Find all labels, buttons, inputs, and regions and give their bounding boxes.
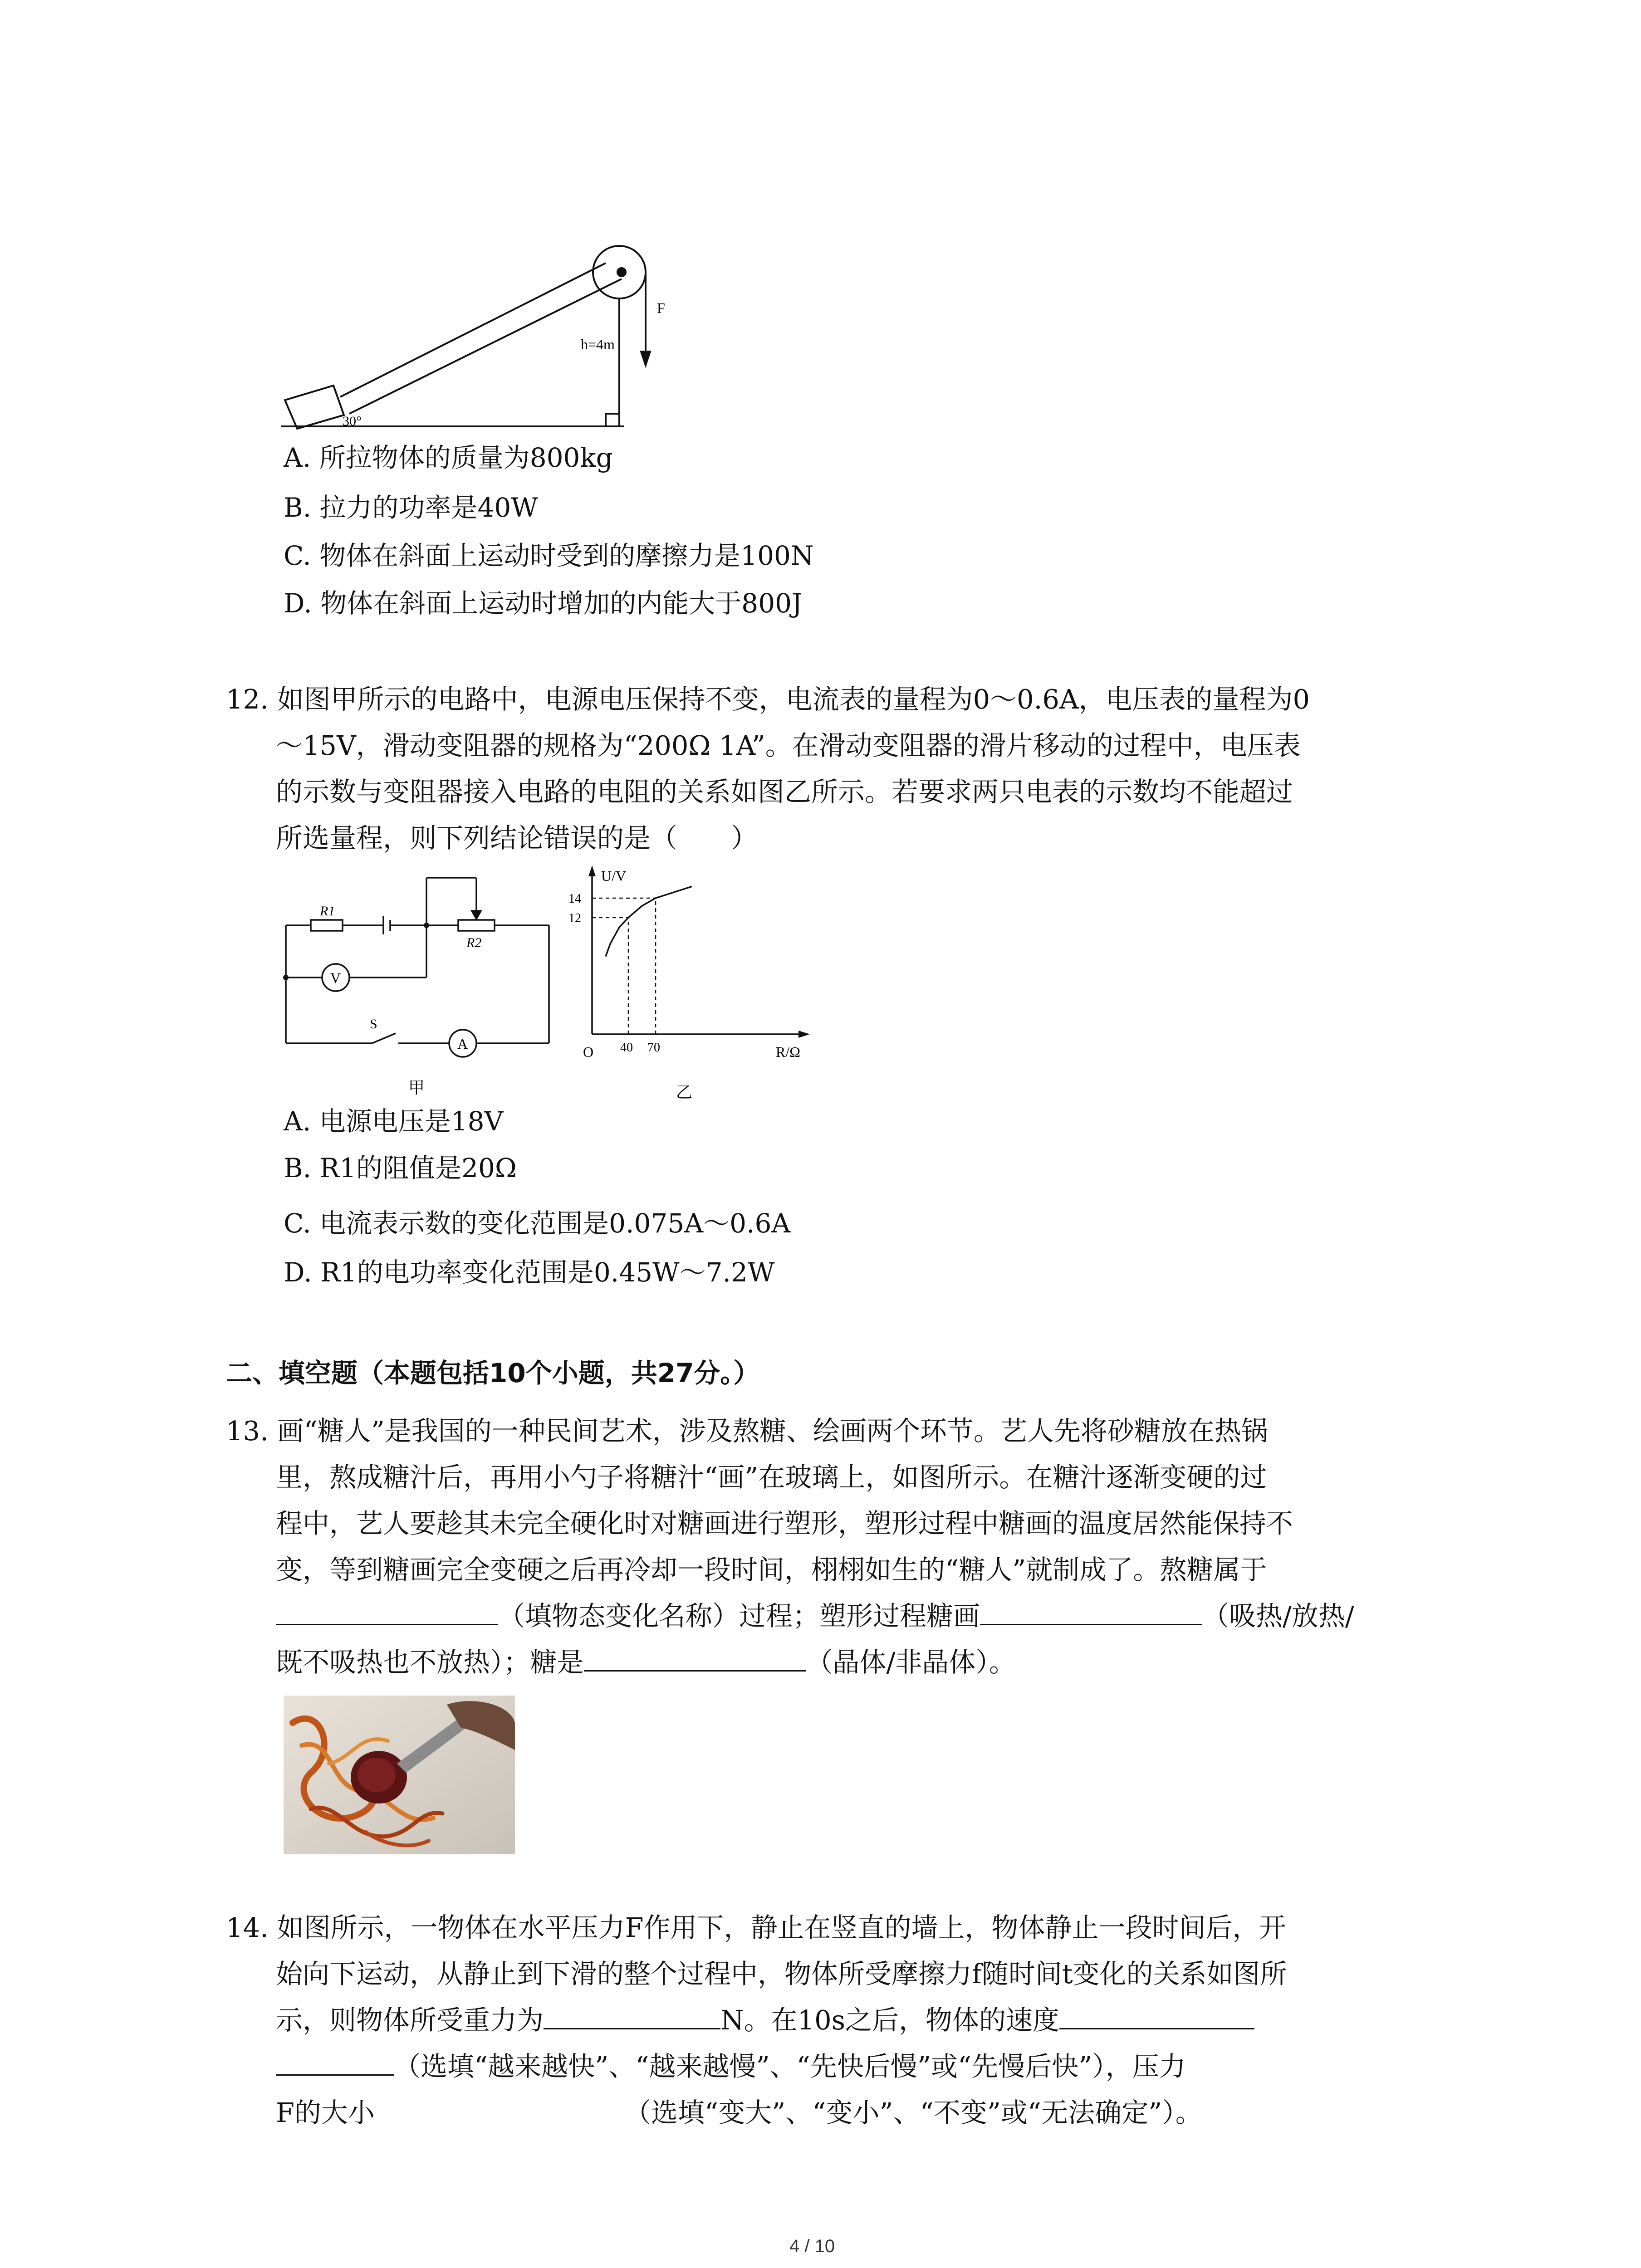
- blank-14-1[interactable]: [544, 2028, 720, 2029]
- u-r-graph: [563, 857, 835, 1102]
- q12-line-3: 的示数与变阻器接入电路的电阻的关系如图乙所示。若要求两只电表的示数均不能超过: [276, 776, 1293, 807]
- blank-14-2b[interactable]: [276, 2074, 394, 2076]
- q13-line-3: 程中，艺人要趁其未完全硬化时对糖画进行塑形，塑形过程中糖画的温度居然能保持不: [276, 1508, 1293, 1539]
- x-tick-label: 70: [647, 1041, 660, 1055]
- q14-line-3a: 示，则物体所受重力为: [276, 2004, 544, 2036]
- q12-line-1: 12. 如图甲所示的电路中，电源电压保持不变，电流表的量程为0～0.6A，电压表的量程为0: [226, 684, 1310, 715]
- sugar-painting-photo: [284, 1696, 515, 1854]
- q13-line-4: 变，等到糖画完全变硬之后再冷却一段时间，栩栩如生的“糖人”就制成了。熬糖属于: [276, 1554, 1267, 1585]
- q11-option-d: D. 物体在斜面上运动时增加的内能大于800J: [284, 588, 803, 619]
- circuit-diagram: [277, 866, 567, 1102]
- q12-option-d: D. R1的电功率变化范围是0.45W～7.2W: [284, 1257, 775, 1288]
- incline-pulley-figure: [272, 236, 665, 435]
- y-tick-label: 14: [568, 892, 581, 906]
- q11-option-a: A. 所拉物体的质量为800kg: [284, 442, 613, 473]
- q13-line-1: 13. 画“糖人”是我国的一种民间艺术，涉及熬糖、绘画两个环节。艺人先将砂糖放在热锅: [226, 1415, 1268, 1447]
- q14-line-5: [276, 2090, 1202, 2136]
- q12-option-a: A. 电源电压是18V: [284, 1106, 504, 1137]
- blank-14-2[interactable]: [1059, 2028, 1254, 2029]
- graph-caption: 乙: [676, 1083, 693, 1101]
- height-label: h=4m: [581, 336, 615, 352]
- switch-label: S: [370, 1017, 377, 1031]
- q13-line-5a: （填物态变化名称）过程；塑形过程糖画: [498, 1600, 980, 1632]
- r2-label: R2: [466, 935, 482, 950]
- origin-label: O: [583, 1044, 594, 1060]
- q13-line-6: [276, 1640, 1016, 1685]
- q14-line-5b: （选填“变大”、“变小”、“不变”或“无法确定”）。: [624, 2097, 1202, 2128]
- section-heading: 二、填空题（本题包括10个小题，共27分。）: [226, 1358, 760, 1388]
- q12-option-b: B. R1的阻值是20Ω: [284, 1153, 517, 1183]
- q13-line-5: [276, 1593, 1354, 1639]
- voltmeter-label: V: [330, 970, 341, 986]
- blank-13-3[interactable]: [584, 1670, 806, 1672]
- q13-line-6a: 既不吸热也不放热）；糖是: [276, 1647, 584, 1678]
- q14-line-3b: N。在10s之后，物体的速度: [720, 2004, 1059, 2036]
- q11-option-b: B. 拉力的功率是40W: [284, 492, 538, 523]
- y-tick-label: 12: [568, 911, 581, 925]
- q14-line-4a: （选填“越来越快”、“越来越慢”、“先快后慢”或“先慢后快”），压力: [394, 2051, 1186, 2082]
- q13-line-2: 里，熬成糖汁后，再用小勺子将糖汁“画”在玻璃上，如图所示。在糖汁逐渐变硬的过: [276, 1461, 1267, 1493]
- force-label: F: [657, 300, 665, 316]
- u-r-curve: [606, 886, 692, 956]
- y-axis-label: U/V: [601, 868, 627, 884]
- x-tick-label: 40: [620, 1041, 633, 1055]
- q12-line-4: 所选量程，则下列结论错误的是（ ）: [276, 822, 758, 854]
- ammeter-label: A: [457, 1036, 468, 1052]
- q14-line-5a: F的大小: [276, 2097, 375, 2128]
- q14-line-1: 14. 如图所示，一物体在水平压力F作用下，静止在竖直的墙上，物体静止一段时间后，开: [226, 1912, 1286, 1943]
- circuit-caption: 甲: [408, 1079, 425, 1097]
- q14-line-4: [276, 2044, 1186, 2089]
- q11-option-c: C. 物体在斜面上运动时受到的摩擦力是100N: [284, 540, 814, 571]
- angle-label: 30°: [343, 414, 362, 429]
- blank-13-2[interactable]: [980, 1623, 1202, 1625]
- page-number: 4 / 10: [789, 2236, 835, 2256]
- q14-line-3: [276, 1998, 1254, 2043]
- r1-label: R1: [320, 904, 335, 919]
- x-axis-label: R/Ω: [776, 1044, 801, 1060]
- blank-13-1[interactable]: [276, 1623, 498, 1625]
- q13-line-5b: （吸热/放热/: [1202, 1600, 1354, 1632]
- q14-line-2: 始向下运动，从静止到下滑的整个过程中，物体所受摩擦力f随时间t变化的关系如图所: [276, 1958, 1287, 1989]
- q12-option-c: C. 电流表示数的变化范围是0.075A～0.6A: [284, 1208, 791, 1239]
- q12-line-2: ～15V，滑动变阻器的规格为“200Ω 1A”。在滑动变阻器的滑片移动的过程中，电压表: [276, 730, 1301, 761]
- q13-line-6b: （晶体/非晶体）。: [806, 1647, 1016, 1678]
